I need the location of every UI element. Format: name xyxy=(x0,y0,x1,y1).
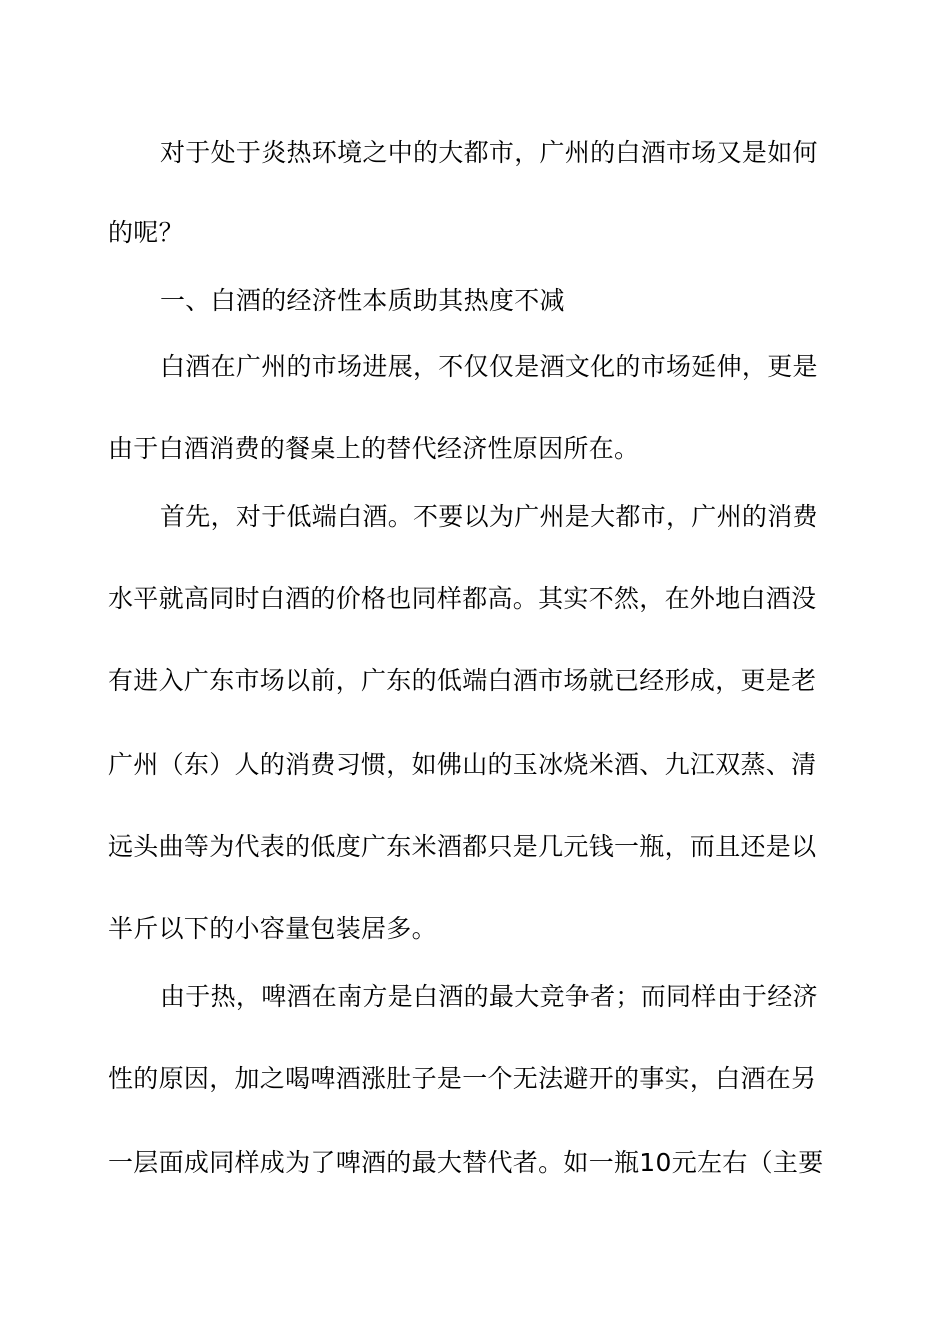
paragraph-3-line-5: 远头曲等为代表的低度广东米酒都只是几元钱一瓶，而且还是以 xyxy=(108,832,817,861)
paragraph-3-line-2: 水平就高同时白酒的价格也同样都高。其实不然，在外地白酒没 xyxy=(108,584,817,613)
paragraph-3-line-4: 广州（东）人的消费习惯，如佛山的玉冰烧米酒、九江双蒸、清 xyxy=(108,750,817,779)
section-heading: 一、白酒的经济性本质助其热度不减 xyxy=(160,286,565,315)
paragraph-3-line-6: 半斤以下的小容量包装居多。 xyxy=(108,914,437,943)
paragraph-1-line-1: 对于处于炎热环境之中的大都市，广州的白酒市场又是如何 xyxy=(160,138,818,167)
paragraph-4-line-1: 由于热，啤酒在南方是白酒的最大竞争者；而同样由于经济 xyxy=(160,982,818,1011)
paragraph-4-line-3: 一层面成同样成为了啤酒的最大替代者。如一瓶10元左右（主要 xyxy=(108,1148,824,1177)
paragraph-3-line-3: 有进入广东市场以前，广东的低端白酒市场就已经形成，更是老 xyxy=(108,666,817,695)
paragraph-3-line-1: 首先，对于低端白酒。不要以为广州是大都市，广州的消费 xyxy=(160,502,818,531)
paragraph-4-line-2: 性的原因，加之喝啤酒涨肚子是一个无法避开的事实，白酒在另 xyxy=(108,1064,817,1093)
paragraph-1-line-2: 的呢？ xyxy=(108,218,184,247)
paragraph-2-line-2: 由于白酒消费的餐桌上的替代经济性原因所在。 xyxy=(108,434,640,463)
paragraph-2-line-1: 白酒在广州的市场进展，不仅仅是酒文化的市场延伸，更是 xyxy=(160,352,818,381)
